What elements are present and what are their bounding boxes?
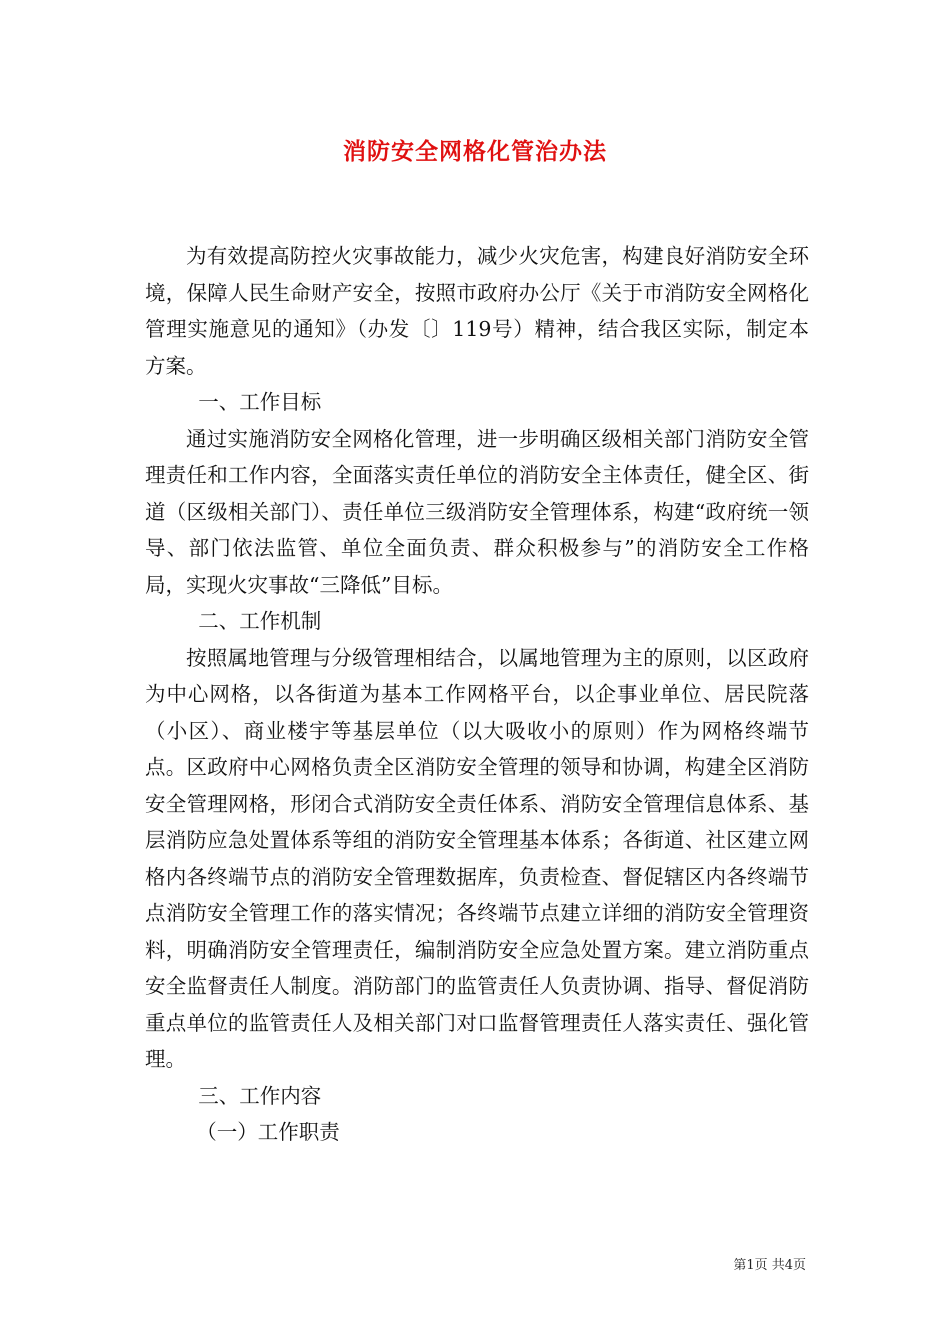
- goals-paragraph: 通过实施消防安全网格化管理，进一步明确区级相关部门消防安全管理责任和工作内容，全面落实责任单位的消防安全主体责任，健全区、街道（区级相关部门）、责任单位三级消防安全管理体系，构建“政府统一领导、部门依法监管、单位全面负责、群众积极参与”的消防安全工作格局，实现火灾事故“三降低”目标。: [145, 426, 809, 597]
- section-heading-goals: 一、工作目标: [198, 390, 322, 414]
- page-number: 第1页 共4页: [733, 1258, 806, 1273]
- mechanism-paragraph: 按照属地管理与分级管理相结合，以属地管理为主的原则，以区政府为中心网格，以各街道为基本工作网格平台，以企事业单位、居民院落（小区）、商业楼宇等基层单位（以大吸收小的原则）作为网格终端节点。区政府中心网格负责全区消防安全管理的领导和协调，构建全区消防安全管理网格，形闭合式消防安全责任体系、消防安全管理信息体系、基层消防应急处置体系等组的消防安全管理基本体系；各街道、社区建立网格内各终端节点的消防安全管理数据库，负责检查、督促辖区内各终端节点消防安全管理工作的落实情况；各终端节点建立详细的消防安全管理资料，明确消防安全管理责任，编制消防安全应急处置方案。建立消防重点安全监督责任人制度。消防部门的监管责任人负责协调、指导、督促消防重点单位的监管责任人及相关部门对口监督管理责任人落实责任、强化管理。: [145, 645, 809, 1071]
- document-title: 消防安全网格化管治办法: [343, 138, 607, 165]
- section-heading-content: 三、工作内容: [198, 1083, 322, 1108]
- document-body: [145, 238, 809, 1151]
- section-heading-mechanism: 二、工作机制: [198, 609, 322, 633]
- intro-paragraph: 为有效提高防控火灾事故能力，减少火灾危害，构建良好消防安全环境，保障人民生命财产安全，按照市政府办公厅《关于市消防安全网格化管理实施意见的通知》（办发〔〕119号）精神，结合我区实际，制定本方案。: [145, 244, 809, 378]
- subsection-heading-duties: （一）工作职责: [196, 1120, 340, 1144]
